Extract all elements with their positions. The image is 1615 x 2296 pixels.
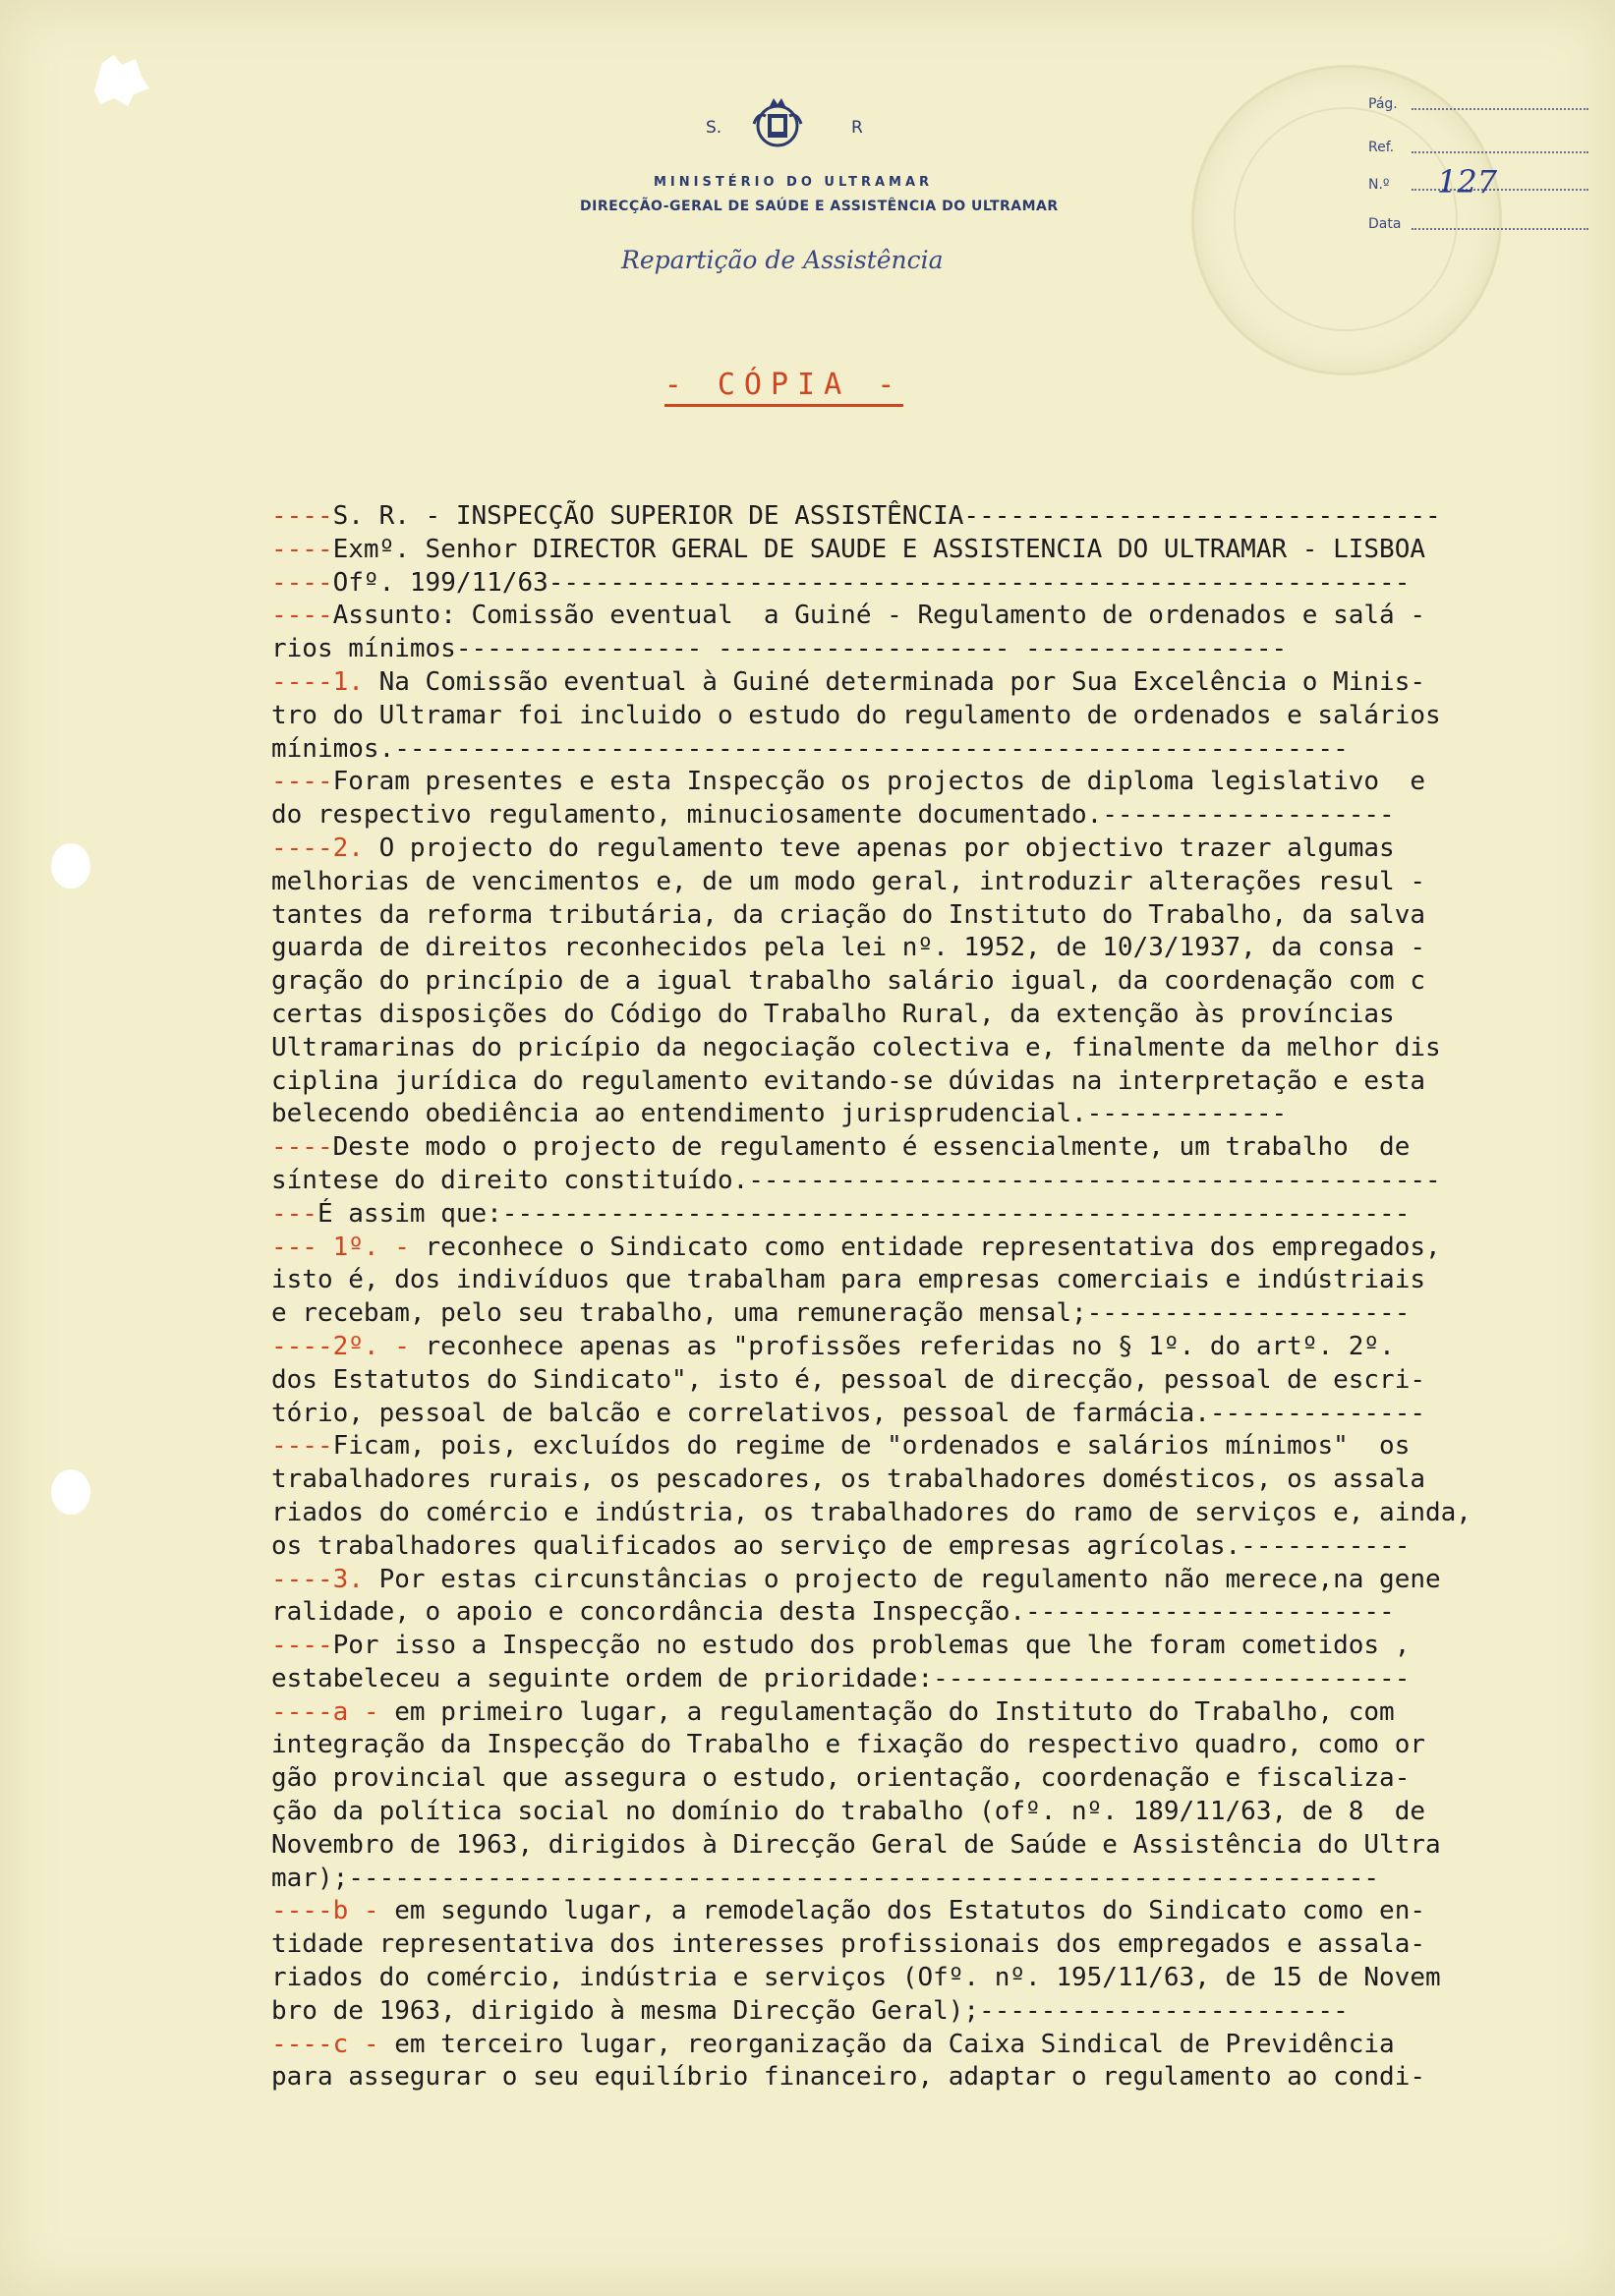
body-line <box>271 1264 1588 1297</box>
line-text: O projecto do regulamento teve apenas por objectivo trazer algumas <box>363 832 1395 863</box>
line-text: Ficam, pois, excluídos do regime de "ordenados e salários mínimos" os <box>332 1431 1411 1462</box>
letterhead <box>0 94 1059 274</box>
body-line <box>271 1928 1588 1962</box>
body-line <box>271 766 1588 799</box>
department-name: Repartição de Assistência <box>621 246 944 274</box>
body-line <box>271 999 1588 1032</box>
line-dash-prefix: ---- <box>271 666 333 697</box>
line-dash-prefix: ---- <box>271 832 333 863</box>
body-line <box>271 1564 1588 1597</box>
body-line <box>271 1232 1588 1265</box>
punch-hole-bottom <box>51 1469 90 1515</box>
line-text: do respectivo regulamento, minuciosamente documentado.------------------- <box>271 800 1395 831</box>
body-line <box>271 567 1588 601</box>
punch-hole-top <box>51 843 90 889</box>
line-text: S. R. - INSPECÇÃO SUPERIOR DE ASSISTÊNCIA------------------------------- <box>332 501 1441 531</box>
body-line <box>271 1297 1588 1331</box>
line-text: gão provincial que assegura o estudo, orientação, coordenação e fiscaliza- <box>271 1763 1411 1794</box>
line-dash-prefix: ---- <box>271 767 333 797</box>
body-line <box>271 1497 1588 1530</box>
body-line <box>271 1696 1588 1730</box>
body-line <box>271 1430 1588 1464</box>
embossed-seal <box>1191 65 1502 375</box>
line-text: rios mínimos---------------- ------------------- ----------------- <box>271 634 1288 664</box>
line-dash-prefix: ---- <box>271 1132 333 1163</box>
body-line <box>271 733 1588 767</box>
line-text: em segundo lugar, a remodelação dos Estatutos do Sindicato como en- <box>378 1896 1426 1926</box>
line-dash-prefix: ---- <box>271 1331 333 1361</box>
body-line <box>271 799 1588 832</box>
line-text: mar);------------------------------------------------------------------- <box>271 1863 1380 1893</box>
body-line <box>271 932 1588 965</box>
directorate-name: DIRECÇÃO-GERAL DE SAÚDE E ASSISTÊNCIA DO ULTRAMAR <box>580 199 1059 214</box>
line-dash-prefix: ---- <box>271 1896 333 1926</box>
line-text: tro do Ultramar foi incluido o estudo do regulamento de ordenados e salários <box>271 700 1441 730</box>
letterhead-r: R <box>851 118 863 138</box>
line-text: reconhece apenas as "profissões referidas no § 1º. do artº. 2º. <box>409 1331 1395 1361</box>
line-dash-prefix: ---- <box>271 567 333 598</box>
section-marker: a - <box>332 1696 379 1727</box>
body-line <box>271 1198 1588 1232</box>
date-label: Data <box>1368 216 1402 232</box>
line-text: mínimos.-------------------------------------------------------------- <box>271 733 1349 764</box>
line-text: tantes da reforma tributária, da criação do Instituto do Trabalho, da salva <box>271 899 1425 930</box>
line-text: riados do comércio e indústria, os trabalhadores do ramo de serviços e, ainda, <box>271 1497 1471 1527</box>
document-title: - CÓPIA - <box>0 368 1568 402</box>
line-text: os trabalhadores qualificados ao serviço de empresas agrícolas.----------- <box>271 1530 1411 1561</box>
line-dash-prefix: ---- <box>271 2029 333 2059</box>
body-line <box>271 500 1588 534</box>
line-dash-prefix: ---- <box>271 1431 333 1462</box>
line-dash-prefix: ---- <box>271 501 333 531</box>
line-dash-prefix: ---- <box>271 601 333 631</box>
line-dash-prefix: --- <box>271 1198 317 1229</box>
document-body <box>271 500 1588 2095</box>
section-marker: b - <box>332 1896 379 1926</box>
num-label: N.º <box>1368 177 1390 193</box>
body-line <box>271 1530 1588 1564</box>
line-text: Por isso a Inspecção no estudo dos problemas que lhe foram cometidos , <box>332 1631 1411 1661</box>
coat-of-arms-icon <box>748 94 807 153</box>
body-line <box>271 2029 1588 2062</box>
line-text: certas disposições do Código do Trabalho Rural, da extenção às províncias <box>271 999 1395 1029</box>
body-line <box>271 1729 1588 1762</box>
body-line <box>271 1962 1588 1995</box>
section-marker: 3. <box>332 1564 364 1594</box>
line-dash-prefix: ---- <box>271 1631 333 1661</box>
section-marker: c - <box>332 2029 379 2059</box>
body-line <box>271 1895 1588 1928</box>
line-text: síntese do direito constituído.--------------------------------------------- <box>271 1165 1441 1195</box>
body-line <box>271 1995 1588 2029</box>
pag-label: Pág. <box>1368 96 1398 112</box>
line-text: Na Comissão eventual à Guiné determinada por Sua Excelência o Minis- <box>363 666 1426 697</box>
body-line <box>271 600 1588 633</box>
line-dash-prefix: ---- <box>271 1564 333 1594</box>
section-marker: 1. <box>332 666 364 697</box>
line-text: para assegurar o seu equilíbrio financeiro, adaptar o regulamento ao condi- <box>271 2062 1425 2093</box>
body-line <box>271 899 1588 933</box>
body-line <box>271 1131 1588 1165</box>
body-line <box>271 534 1588 567</box>
line-text: riados do comércio, indústria e serviços (Ofº. nº. 195/11/63, de 15 de Novem <box>271 1963 1441 1993</box>
line-dash-prefix: ---- <box>271 534 333 564</box>
body-line <box>271 1065 1588 1099</box>
section-marker: 2. <box>332 832 364 863</box>
line-text: Novembro de 1963, dirigidos à Direcção Geral de Saúde e Assistência do Ultra <box>271 1829 1441 1860</box>
body-line <box>271 700 1588 733</box>
line-text: Por estas circunstâncias o projecto de regulamento não merece,na gene <box>363 1564 1441 1594</box>
body-line <box>271 1165 1588 1198</box>
line-text: em terceiro lugar, reorganização da Caixa Sindical de Previdência <box>378 2029 1395 2059</box>
line-text: Ofº. 199/11/63-------------------------------------------------------- <box>332 567 1411 598</box>
line-text: melhorias de vencimentos e, de um modo geral, introduzir alterações resul - <box>271 866 1425 896</box>
handwritten-number: 127 <box>1437 163 1498 201</box>
body-line <box>271 1796 1588 1829</box>
line-text: ção da política social no domínio do trabalho (ofº. nº. 189/11/63, de 8 de <box>271 1797 1425 1827</box>
line-text: Foram presentes e esta Inspecção os projectos de diploma legislativo e <box>332 767 1426 797</box>
body-line <box>271 666 1588 700</box>
body-line <box>271 1829 1588 1863</box>
line-text: estabeleceu a seguinte ordem de prioridade:------------------------------- <box>271 1663 1411 1693</box>
line-text: e recebam, pelo seu trabalho, uma remuneração mensal;--------------------- <box>271 1298 1411 1329</box>
line-text: reconhece o Sindicato como entidade representativa dos empregados, <box>409 1232 1441 1262</box>
body-line <box>271 1032 1588 1065</box>
letterhead-s: S. <box>706 118 722 138</box>
body-line <box>271 1863 1588 1896</box>
body-line <box>271 965 1588 999</box>
ref-label: Ref. <box>1368 140 1395 155</box>
body-line <box>271 1663 1588 1696</box>
body-line <box>271 866 1588 899</box>
line-text: em primeiro lugar, a regulamentação do Instituto do Trabalho, com <box>378 1696 1395 1727</box>
line-text: belecendo obediência ao entendimento jurisprudencial.------------- <box>271 1099 1288 1129</box>
body-line <box>271 1331 1588 1364</box>
body-line <box>271 1098 1588 1131</box>
line-text: ciplina jurídica do regulamento evitando-se dúvidas na interpretação e esta <box>271 1065 1425 1096</box>
body-line <box>271 1596 1588 1630</box>
line-text: trabalhadores rurais, os pescadores, os trabalhadores domésticos, os assala <box>271 1464 1425 1495</box>
line-text: Assunto: Comissão eventual a Guiné - Regulamento de ordenados e salá - <box>332 601 1426 631</box>
line-dash-prefix: ---- <box>271 1696 333 1727</box>
section-marker: 1º. - <box>332 1232 410 1262</box>
line-text: tório, pessoal de balcão e correlativos, pessoal de farmácia.-------------- <box>271 1398 1425 1428</box>
body-line <box>271 1364 1588 1398</box>
line-text: dos Estatutos do Sindicato", isto é, pessoal de direcção, pessoal de escri- <box>271 1364 1425 1395</box>
line-text: gração do princípio de a igual trabalho salário igual, da coordenação com c <box>271 966 1425 997</box>
body-line <box>271 2061 1588 2095</box>
body-line <box>271 1630 1588 1663</box>
line-text: Deste modo o projecto de regulamento é essencialmente, um trabalho de <box>332 1132 1411 1163</box>
body-line <box>271 633 1588 666</box>
line-text: bro de 1963, dirigido à mesma Direcção Geral);------------------------ <box>271 1995 1349 2026</box>
body-line <box>271 1762 1588 1796</box>
body-line <box>271 1398 1588 1431</box>
line-text: tidade representativa dos interesses profissionais dos empregados e assala- <box>271 1929 1425 1960</box>
body-line <box>271 832 1588 866</box>
line-text: ralidade, o apoio e concordância desta Inspecção.------------------------ <box>271 1597 1395 1628</box>
body-line <box>271 1464 1588 1497</box>
section-marker: 2º. - <box>332 1331 410 1361</box>
ministry-name: MINISTÉRIO DO ULTRAMAR <box>654 175 934 190</box>
line-dash-prefix: --- <box>271 1232 333 1262</box>
line-text: É assim que:----------------------------------------------------------- <box>317 1198 1411 1229</box>
line-text: isto é, dos indivíduos que trabalham para empresas comerciais e indústriais <box>271 1265 1425 1295</box>
line-text: guarda de direitos reconhecidos pela lei nº. 1952, de 10/3/1937, da consa - <box>271 933 1425 963</box>
line-text: Exmº. Senhor DIRECTOR GERAL DE SAUDE E ASSISTENCIA DO ULTRAMAR - LISBOA <box>332 534 1426 564</box>
line-text: integração da Inspecção do Trabalho e fixação do respectivo quadro, como or <box>271 1730 1425 1760</box>
line-text: Ultramarinas do pricípio da negociação colectiva e, finalmente da melhor dis <box>271 1032 1441 1062</box>
